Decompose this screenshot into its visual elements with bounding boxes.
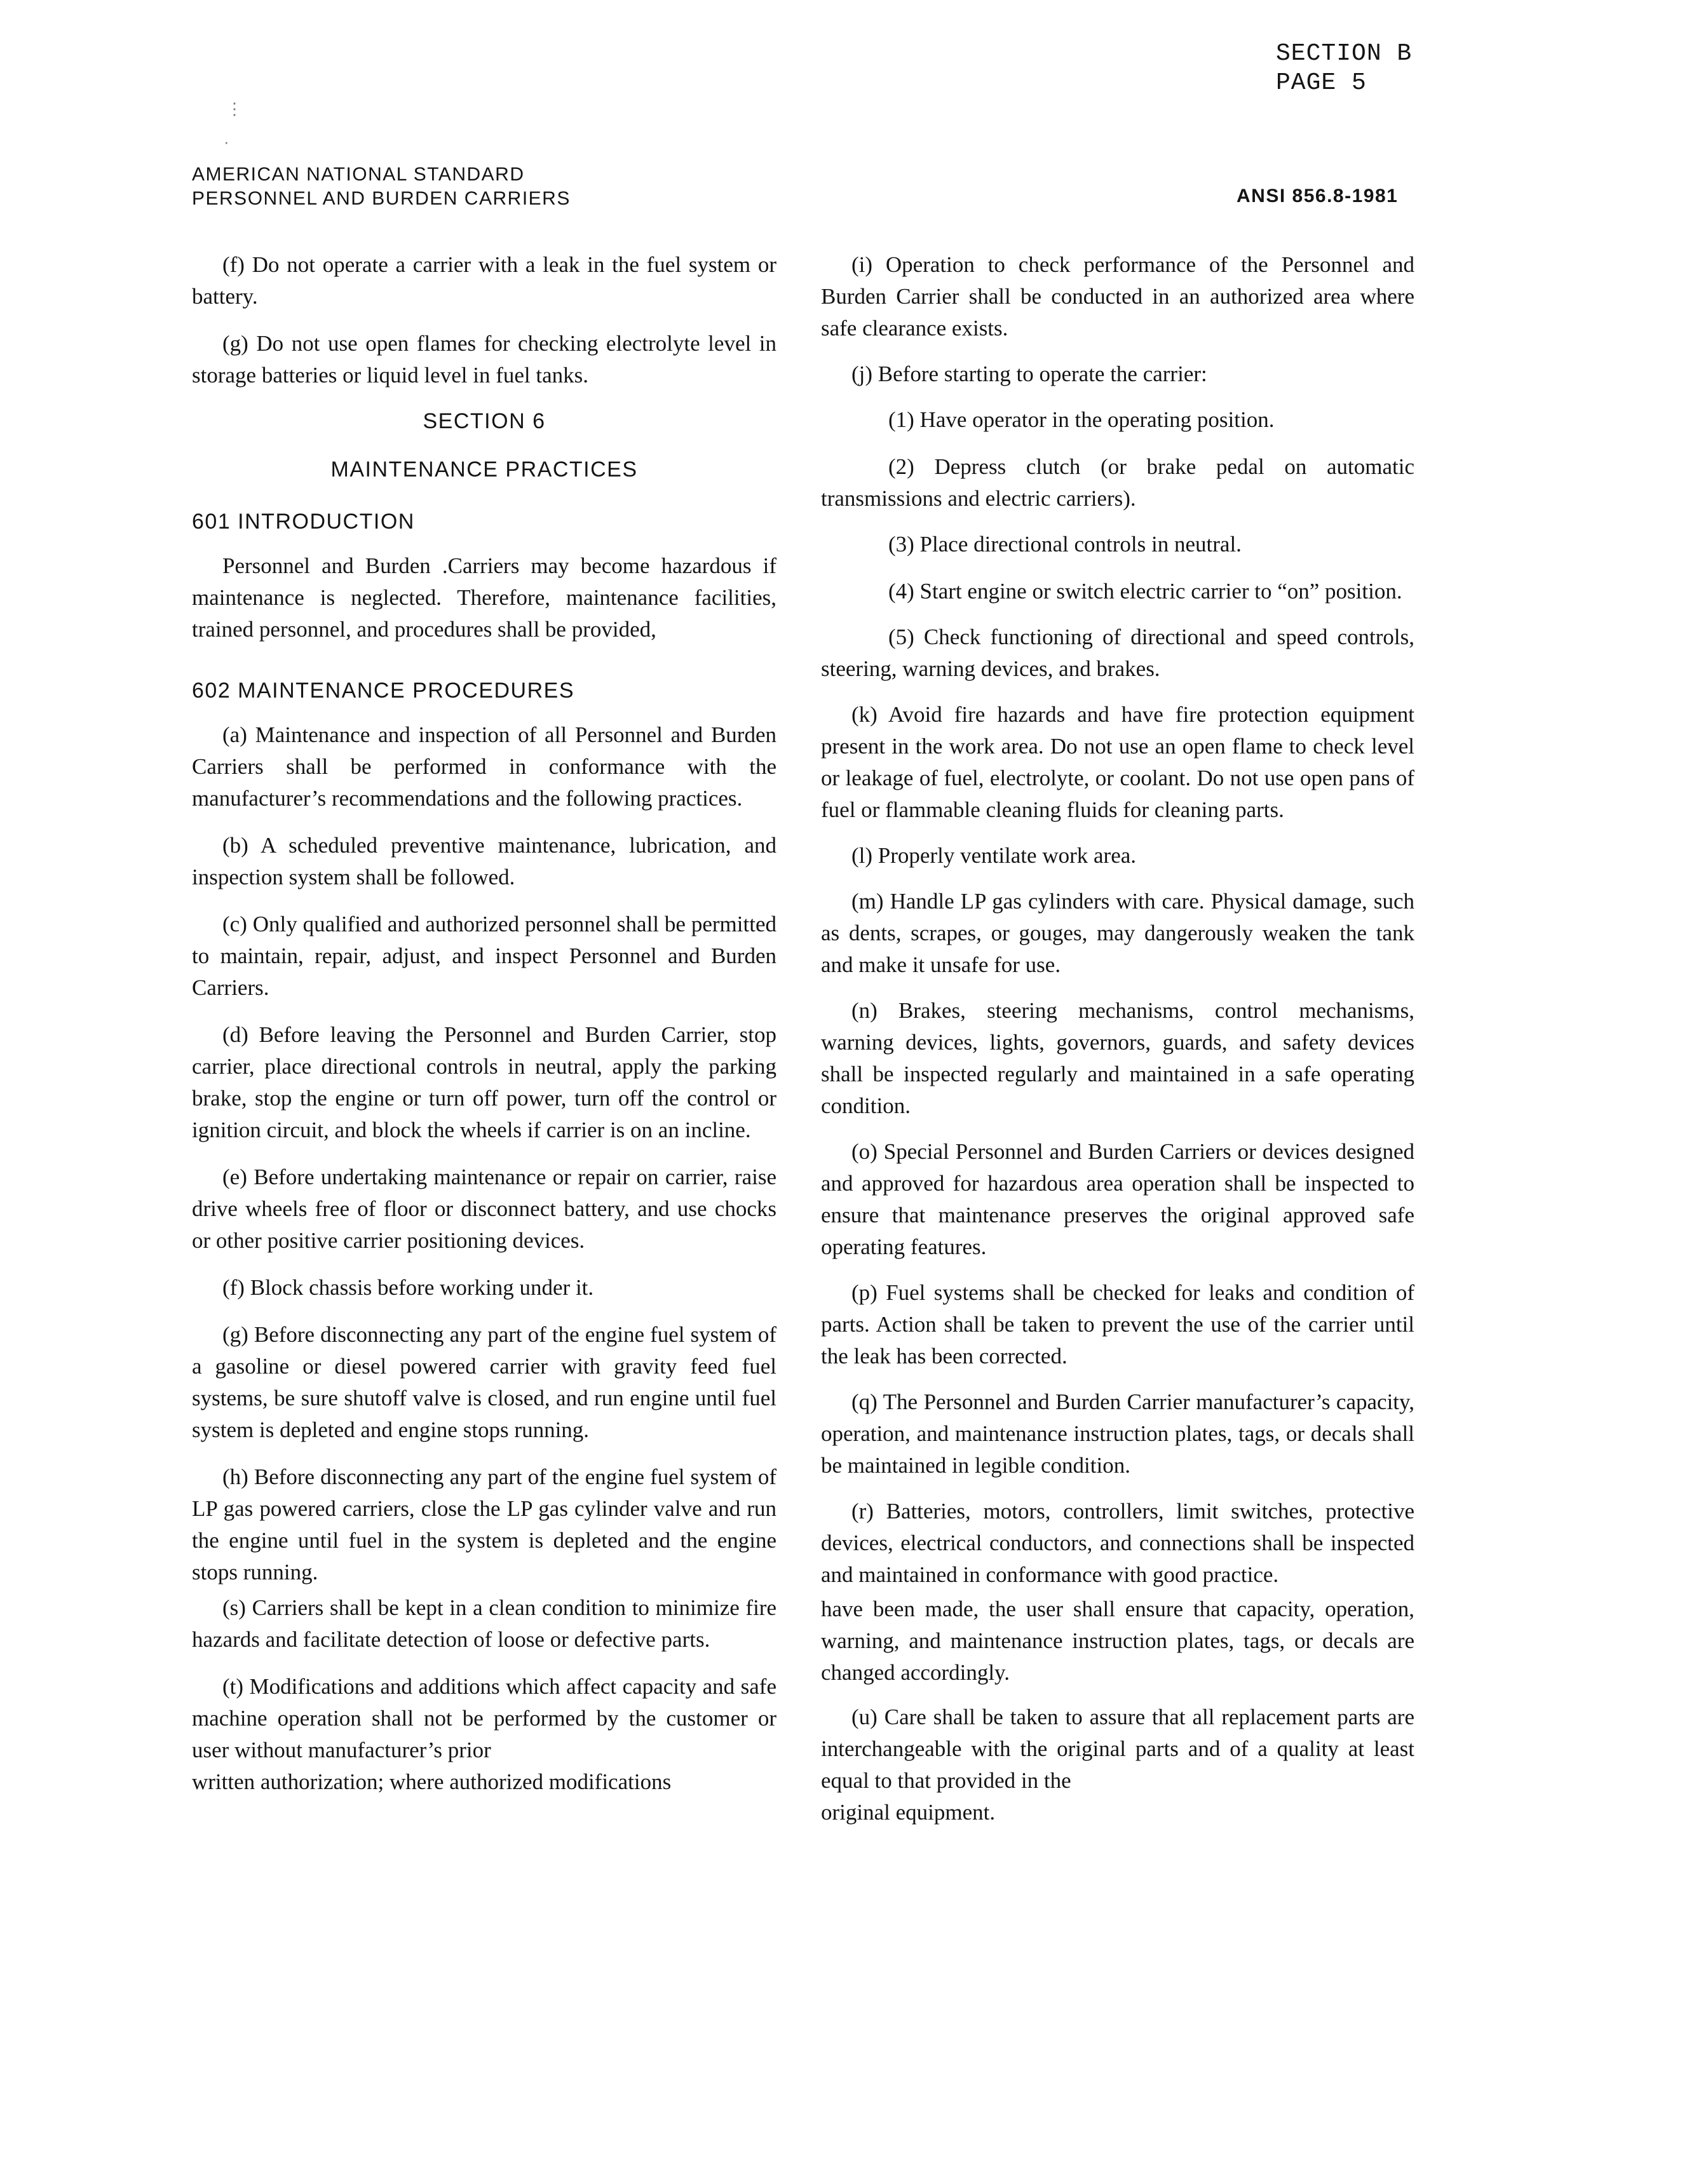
heading-introduction: 601 INTRODUCTION (192, 510, 415, 534)
paragraph-t: (t) Modifications and additions which affect capacity and safe machine operation shall not be performed by the customer or user without manufacturer’s prior (192, 1674, 776, 1762)
paragraph-j2: (2) Depress clutch (or brake pedal on automatic transmissions and electric carriers). (821, 454, 1414, 511)
left-column (192, 249, 776, 2079)
paragraph-introduction: Personnel and Burden .Carriers may become hazardous if maintenance is neglected. Therefore, maintenance facilities, trained personnel, and procedures shall be provided, (192, 553, 776, 642)
paragraph-d: (d) Before leaving the Personnel and Burden Carrier, stop carrier, place directional controls in neutral, apply the parking brake, stop the engine or turn off power, turn off the control or ignition circuit, and block the wheels if carrier is on an incline. (192, 1022, 776, 1142)
paragraph-a: (a) Maintenance and inspection of all Personnel and Burden Carriers shall be performed in conformance with the manufacturer’s recommendations and the following practices. (192, 722, 776, 811)
section-title: SECTION 6 (423, 409, 546, 433)
paragraph-m: (m) Handle LP gas cylinders with care. Physical damage, such as dents, scrapes, or gouges, may dangerously weaken the tank and make it unsafe for use. (821, 889, 1414, 977)
standard-code: ANSI 856.8-1981 (1237, 186, 1399, 206)
standard-title-line2: PERSONNEL AND BURDEN CARRIERS (192, 188, 571, 209)
paragraph-j3: (3) Place directional controls in neutral. (888, 532, 1242, 557)
standard-title (192, 163, 571, 211)
paragraph-h: (h) Before disconnecting any part of the engine fuel system of LP gas powered carriers, close the LP gas cylinder valve and run the engine until fuel in the system is depleted and the engine stops running. (192, 1464, 776, 1584)
paragraph-r: (r) Batteries, motors, controllers, limit switches, protective devices, electrical conductors, and connections shall be inspected and maintained in conformance with good practice. (821, 1499, 1414, 1587)
paragraph-t-continued: have been made, the user shall ensure that capacity, operation, warning, and maintenance instruction plates, tags, or decals are changed accordingly. (821, 1597, 1414, 1685)
paragraph-j: (j) Before starting to operate the carrier: (851, 361, 1207, 386)
paragraph-l: (l) Properly ventilate work area. (851, 843, 1137, 868)
paragraph-t-cut-line: written authorization; where authorized modifications (192, 1769, 672, 1794)
paragraph-u: (u) Care shall be taken to assure that all replacement parts are interchangeable with the original parts and of a quality at least equal to that provided in the (821, 1705, 1414, 1793)
paragraph-p: (p) Fuel systems shall be checked for leaks and condition of parts. Action shall be taken to prevent the use of the carrier until the leak has been corrected. (821, 1280, 1414, 1368)
paragraph-o: (o) Special Personnel and Burden Carriers or devices designed and approved for hazardous area operation shall be inspected to ensure that maintenance preserves the original approved safe operating features. (821, 1139, 1414, 1259)
paragraph-j5: (5) Check functioning of directional and speed controls, steering, warning devices, and brakes. (821, 625, 1414, 681)
paragraph-g-disconnect-fuel: (g) Before disconnecting any part of the engine fuel system of a gasoline or diesel powered carrier with gravity feed fuel systems, be sure shutoff valve is closed, and run engine until fuel system is depleted and engine stops running. (192, 1322, 776, 1442)
right-column (821, 249, 1414, 2079)
scan-speck: ⋮ (226, 99, 243, 118)
heading-maintenance-procedures: 602 MAINTENANCE PROCEDURES (192, 679, 575, 703)
paragraph-u-cut-line: original equipment. (821, 1800, 996, 1825)
standard-title-line1: AMERICAN NATIONAL STANDARD (192, 164, 525, 185)
paragraph-k: (k) Avoid fire hazards and have fire protection equipment present in the work area. Do not use an open flame to check level or leakage of fuel, electrolyte, or coolant. Do not use open pans of fuel or flammable cleaning fluids for cleaning parts. (821, 702, 1414, 822)
section-page-reference (1276, 39, 1412, 98)
paragraph-f-block-chassis: (f) Block chassis before working under it. (222, 1275, 594, 1300)
paragraph-i: (i) Operation to check performance of the Personnel and Burden Carrier shall be conducted in an authorized area where safe clearance exists. (821, 252, 1414, 341)
page-label: PAGE 5 (1276, 69, 1367, 97)
paragraph-j1: (1) Have operator in the operating position. (888, 407, 1275, 432)
scan-speck: · (224, 132, 229, 151)
paragraph-j4: (4) Start engine or switch electric carrier to “on” position. (888, 579, 1402, 604)
paragraph-e: (e) Before undertaking maintenance or repair on carrier, raise drive wheels free of floor or disconnect battery, and use chocks or other positive carrier positioning devices. (192, 1165, 776, 1253)
paragraph-b: (b) A scheduled preventive maintenance, lubrication, and inspection system shall be followed. (192, 833, 776, 889)
paragraph-s: (s) Carriers shall be kept in a clean condition to minimize fire hazards and facilitate detection of loose or defective parts. (192, 1595, 776, 1652)
paragraph-n: (n) Brakes, steering mechanisms, control mechanisms, warning devices, lights, governors, guards, and safety devices shall be inspected regularly and maintained in a safe operating condition. (821, 998, 1414, 1118)
section-label: SECTION B (1276, 40, 1413, 67)
paragraph-q: (q) The Personnel and Burden Carrier manufacturer’s capacity, operation, and maintenance instruction plates, tags, or decals shall be maintained in legible condition. (821, 1389, 1414, 1478)
paragraph-c: (c) Only qualified and authorized personnel shall be permitted to maintain, repair, adjust, and inspect Personnel and Burden Carriers. (192, 912, 776, 1000)
paragraph-f-fuel-leak: (f) Do not operate a carrier with a leak in the fuel system or battery. (192, 252, 776, 309)
paragraph-g-open-flames: (g) Do not use open flames for checking electrolyte level in storage batteries or liquid level in fuel tanks. (192, 331, 776, 388)
section-subtitle: MAINTENANCE PRACTICES (330, 457, 638, 482)
